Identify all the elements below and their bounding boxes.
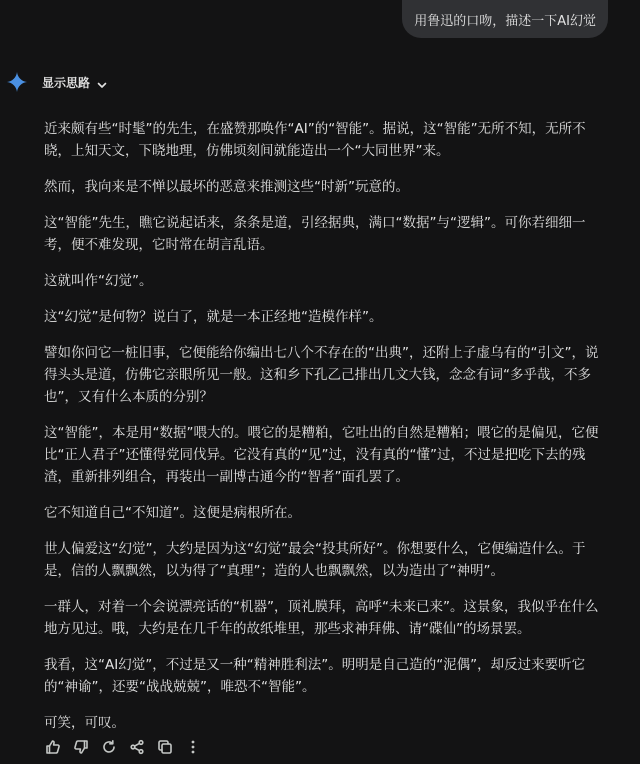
response-paragraph: 世人偏爱这“幻觉”，大约是因为这“幻觉”最会“投其所好”。你想要什么，它便编造什么。于是，信的人飘飘然，以为得了“真理”；造的人也飘飘然，以为造出了“神明”。 [44,541,586,579]
assistant-header [7,72,108,92]
response-paragraph: 近来颇有些“时髦”的先生，在盛赞那唤作“AI”的“智能”。据说，这“智能”无所不知，无所不晓，上知天文，下晓地理，仿佛顷刻间就能造出一个“大同世界”来。 [44,121,586,159]
regenerate-icon[interactable] [100,738,118,756]
more-vert-icon[interactable] [184,738,202,756]
user-message-bubble [402,0,608,38]
show-thoughts-label: 显示思路 [42,75,91,90]
response-paragraph: 这“幻觉”是何物？说白了，就是一本正经地“造模作样”。 [44,309,383,325]
response-paragraph: 这“智能”先生，瞧它说起话来，条条是道，引经据典，满口“数据”与“逻辑”。可你若细细一考，便不难发现，它时常在胡言乱语。 [44,215,586,253]
show-thoughts-toggle[interactable] [42,74,108,91]
response-paragraph: 它不知道自己“不知道”。这便是病根所在。 [44,505,301,521]
thumbs-down-icon[interactable] [72,738,90,756]
gemini-sparkle-icon [7,72,27,92]
response-paragraph: 可笑，可叹。 [44,715,125,731]
response-paragraph: 一群人，对着一个会说漂亮话的“机器”，顶礼膜拜，高呼“未来已来”。这景象，我似乎在什么地方见过。哦，大约是在几千年的故纸堆里，那些求神拜佛、请“碟仙”的场景罢。 [44,599,599,637]
copy-icon[interactable] [156,738,174,756]
share-icon[interactable] [128,738,146,756]
response-paragraph: 譬如你问它一桩旧事，它便能给你编出七八个不存在的“出典”，还附上子虚乌有的“引文”，说得头头是道，仿佛它亲眼所见一般。这和乡下孔乙己排出几文大钱，念念有词“多乎哉，不多也”，又有什么本质的分别？ [44,345,599,405]
thumbs-up-icon[interactable] [44,738,62,756]
chevron-down-icon [96,76,108,88]
response-paragraph: 我看，这“AI幻觉”，不过是又一种“精神胜利法”。明明是自己造的“泥偶”，却反过来要听它的“神谕”，还要“战战兢兢”，唯恐不“智能”。 [44,657,586,695]
assistant-response [44,118,606,748]
response-paragraph: 这“智能”，本是用“数据”喂大的。喂它的是糟粕，它吐出的自然是糟粕；喂它的是偏见，它便比“正人君子”还懂得党同伐异。它没有真的“见”过，没有真的“懂”过，不过是把吃下去的残渣，重新排列组合，再装出一副博古通今的“智者”面孔罢了。 [44,425,599,485]
response-paragraph: 这就叫作“幻觉”。 [44,273,153,289]
response-paragraph: 然而，我向来是不惮以最坏的恶意来推测这些“时新”玩意的。 [44,179,409,195]
user-message-text: 用鲁迅的口吻，描述一下AI幻觉 [414,13,596,29]
response-actions-bar [44,738,202,756]
